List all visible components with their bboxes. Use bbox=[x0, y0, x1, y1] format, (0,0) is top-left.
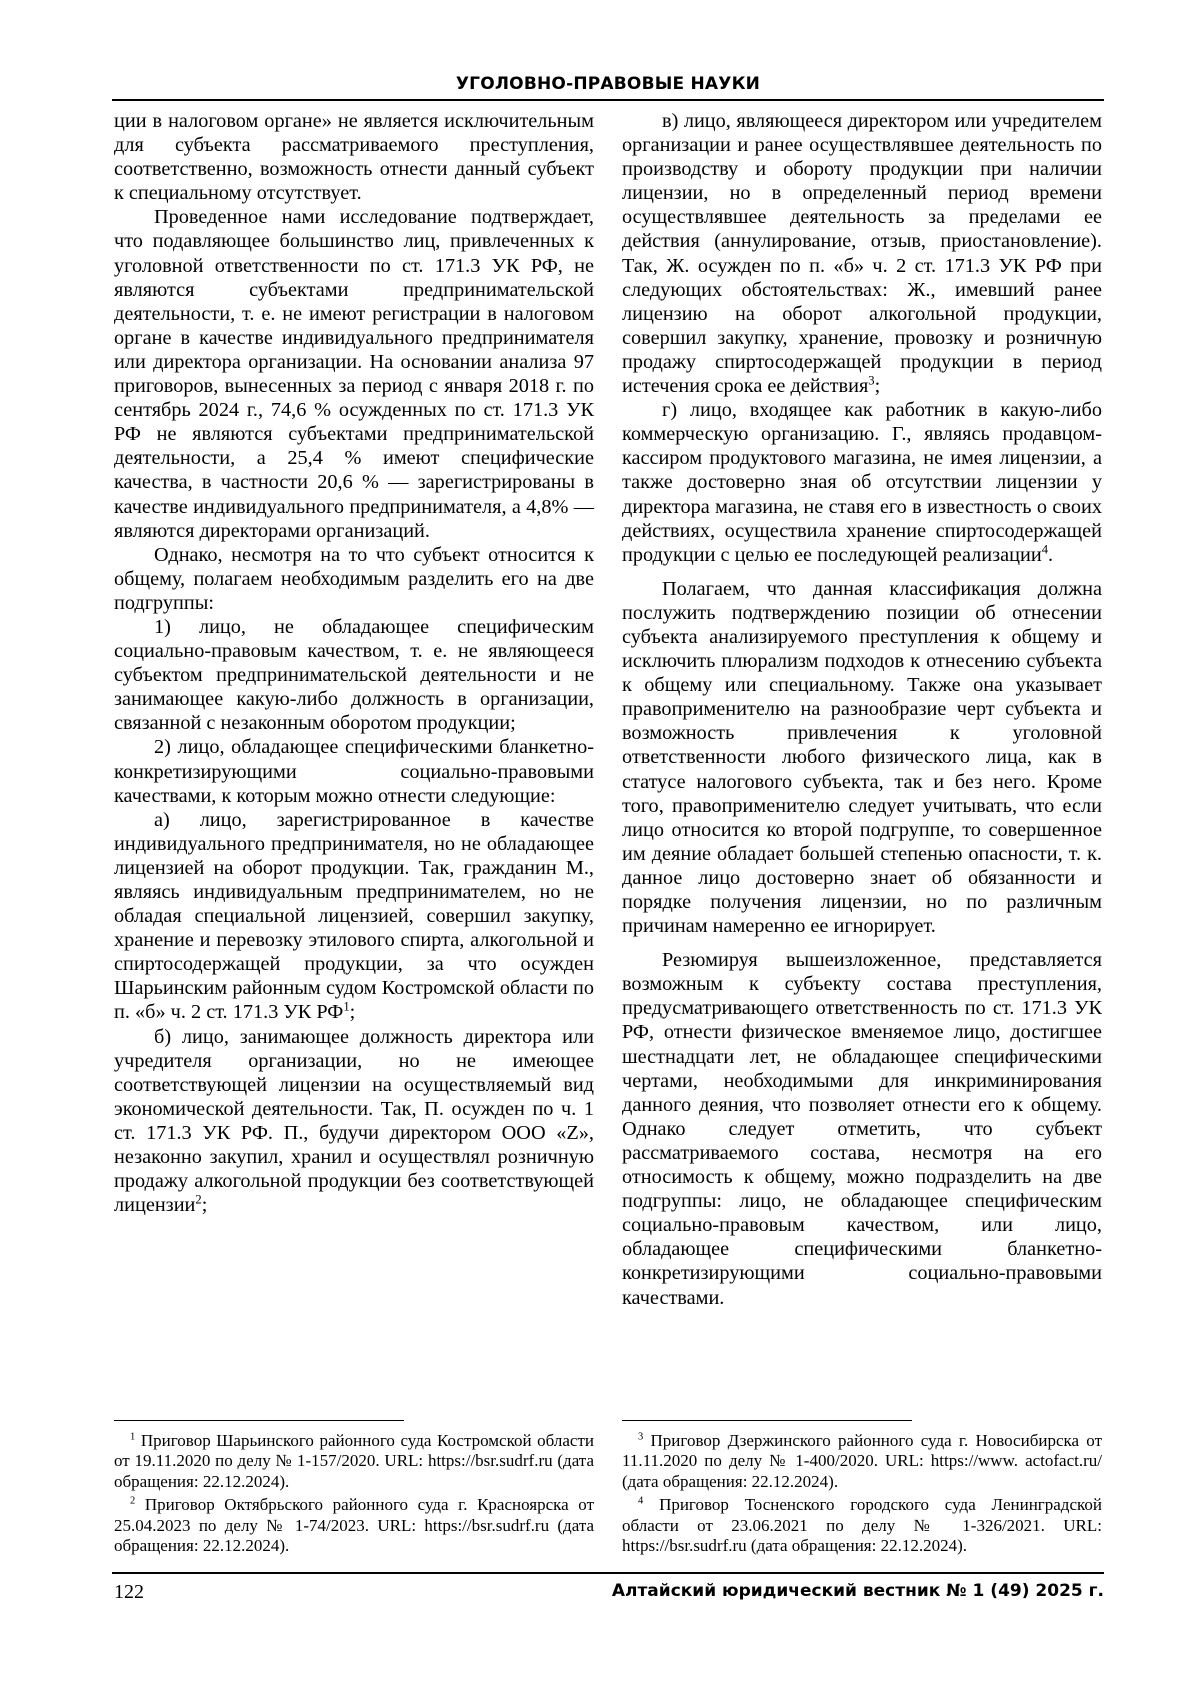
footnote bbox=[114, 1431, 594, 1492]
footnote-ref[interactable]: 2 bbox=[195, 1192, 202, 1207]
paragraph-text: г) лицо, входящее как работник в какую-либо коммерческую организацию. Г., являясь продавцом-кассиром продуктового магазина, не имея лицензии, а также достоверно зная об отсутствии лицензии у директора магазина, не ставя его в известность о своих действиях, осуществила хранение спиртосодержащей продукции с целью ее последующей реализации bbox=[622, 399, 1102, 566]
footnote-text: Приговор Октябрьского районного суда г. Красноярска от 25.04.2023 по делу № 1-74/2023. URL: https://bsr.sudrf.ru (дата обращения: 22.12.2024). bbox=[114, 1495, 595, 1556]
list-item: 2) лицо, обладающее специфическими бланкетно-конкретизирующими социально-правовыми качествами, к которым можно отнести следующие: bbox=[114, 736, 594, 807]
list-item bbox=[622, 109, 1102, 398]
paragraph-tail: ; bbox=[201, 1194, 208, 1217]
paragraph-text: б) лицо, занимающее должность директора или учредителя организации, но не имеющее соответствующей лицензии на осуществляемый вид экономической деятельности. Так, П. осужден по ч. 1 ст. 171.3 УК РФ. П., будучи директором ООО «Z», незаконно закупил, хранил и осуществлял розничную продажу алкогольной продукции без соответствующей лицензии bbox=[114, 1025, 594, 1217]
footnote-number: 1 bbox=[130, 1431, 136, 1443]
paragraph: Проведенное нами исследование подтверждает, что подавляющее большинство лиц, привлеченных к уголовной ответственности по ст. 171.3 УК РФ, не являются субъектами предпринимательской деятельности, т. е. не имеют регистрации в налоговом органе в качестве индивидуального предпринимателя или директора организации. На основании анализа 97 приговоров, вынесенных за период с января 2018 г. по сентябрь 2024 г., 74,6 % осужденных по ст. 171.3 УК РФ не являются субъектами предпринимательской деятельности, а 25,4 % имеют специфические качества, в частности 20,6 % — зарегистрированы в качестве индивидуального предпринимателя, а 4,8% — являются директорами организаций. bbox=[114, 206, 594, 542]
list-item bbox=[114, 808, 594, 1025]
footnote-separator bbox=[622, 1420, 912, 1421]
paragraph-text: в) лицо, являющееся директором или учредителем организации и ранее осуществлявшее деятельность по производству и обороту продукции при наличии лицензии, но в определенный период времени осуществлявшее деятельность за пределами ее действия (аннулирование, отзыв, приостановление). Так, Ж. осужден по п. «б» ч. 2 ст. 171.3 УК РФ при следующих обстоятельствах: Ж., имевший ранее лицензию на оборот алкогольной продукции, совершил закупку, хранение, провозку и розничную продажу спиртосодержащей продукции в период истечения срока ее действия bbox=[622, 110, 1102, 398]
footnote-number: 4 bbox=[638, 1495, 644, 1507]
paragraph-tail: ; bbox=[874, 375, 881, 398]
paragraph-text: а) лицо, зарегистрированное в качестве индивидуального предпринимателя, но не обладающее лицензией на оборот продукции. Так, гражданин М., являясь индивидуальным предпринимателем, но не обладая специальной лицензией, совершил закупку, хранение и перевозку этилового спирта, алкогольной и спиртосодержащей продукции, за что осужден Шарьинским районным судом Костромской области по п. «б» ч. 2 ст. 171.3 УК РФ bbox=[114, 808, 594, 1024]
footnotes-left bbox=[114, 1431, 594, 1559]
paragraph: Полагаем, что данная классификация должна послужить подтверждению позиции об отнесении субъекта анализируемого преступления к общему и исключить плюрализм подходов к отнесению субъекта к общему или специальному. Также она указывает правоприменителю на разнообразие черт субъекта и возможность привлечения к уголовной ответственности любого физического лица, как в статусе налогового субъекта, так и без него. Кроме того, правоприменителю следует учитывать, что если лицо относится ко второй подгруппе, то совершенное им деяние обладает большей степенью опасности, т. к. данное лицо достоверно знает об обязанности и порядке получения лицензии, но по различным причинам намеренно ее игнорирует. bbox=[622, 577, 1102, 938]
journal-title: Алтайский юридический вестник № 1 (49) 2025 г. bbox=[611, 1581, 1104, 1601]
footnote-text: Приговор Шарьинского районного суда Костромской области от 19.11.2020 по делу № 1-157/2020. URL: https://bsr.sudrf.ru (дата обращения: 22.12.2024). bbox=[114, 1431, 595, 1491]
footer-rule bbox=[112, 1572, 1104, 1574]
left-column bbox=[114, 109, 594, 1217]
page-number: 122 bbox=[114, 1581, 144, 1603]
footnote-number: 3 bbox=[638, 1431, 644, 1443]
running-header: УГОЛОВНО-ПРАВОВЫЕ НАУКИ bbox=[455, 74, 761, 94]
footnotes-right bbox=[622, 1431, 1102, 1559]
footnote-text: Приговор Тосненского городского суда Ленинградской области от 23.06.2021 по делу № 1-326/2021. URL: https://bsr.sudrf.ru (дата обращения: 22.12.2024). bbox=[622, 1495, 1102, 1556]
paragraph-tail: ; bbox=[349, 1001, 356, 1024]
footnote bbox=[622, 1431, 1102, 1492]
footnote-text: Приговор Дзержинского районного суда г. Новосибирска от 11.11.2020 по делу № 1-400/2020. URL: https://www. actofact.ru/ (дата обращения: 22.12.2024). bbox=[622, 1431, 1102, 1491]
paragraph-tail: . bbox=[1048, 543, 1054, 566]
footnote bbox=[622, 1495, 1102, 1556]
footnote bbox=[114, 1495, 594, 1556]
footnote-number: 2 bbox=[130, 1495, 136, 1507]
header-rule bbox=[112, 99, 1104, 101]
paragraph: Резюмируя вышеизложенное, представляется возможным к субъекту состава преступления, предусматривающего ответственность по ст. 171.3 УК РФ, отнести физическое вменяемое лицо, достигшее шестнадцати лет, не обладающее специфическими чертами, необходимыми для инкриминирования данного деяния, что позволяет отнести его к общему. Однако следует отметить, что субъект рассматриваемого состава, несмотря на его относимость к общему, можно подразделить на две подгруппы: лицо, не обладающее специфическим социально-правовым качеством, или лицо, обладающее специфическими бланкетно-конкретизирующими социально-правовыми качествами. bbox=[622, 949, 1102, 1309]
paragraph: Однако, несмотря на то что субъект относится к общему, полагаем необходимым разделить его на две подгруппы: bbox=[114, 543, 594, 614]
paragraph: ции в налоговом органе» не является исключительным для субъекта рассматриваемого преступления, соответственно, возможность отнести данный субъект к специальному отсутствует. bbox=[114, 110, 594, 205]
right-column bbox=[622, 109, 1102, 1310]
footnote-ref[interactable]: 3 bbox=[868, 373, 875, 388]
footnote-separator bbox=[114, 1420, 404, 1421]
list-item: 1) лицо, не обладающее специфическим социально-правовым качеством, т. е. не являющееся субъектом предпринимательской деятельности и не занимающее какую-либо должность в организации, связанной с незаконным оборотом продукции; bbox=[114, 615, 594, 735]
list-item bbox=[114, 1025, 594, 1218]
list-item bbox=[622, 398, 1102, 567]
footnote-ref[interactable]: 1 bbox=[343, 999, 350, 1014]
footnote-ref[interactable]: 4 bbox=[1041, 542, 1049, 557]
